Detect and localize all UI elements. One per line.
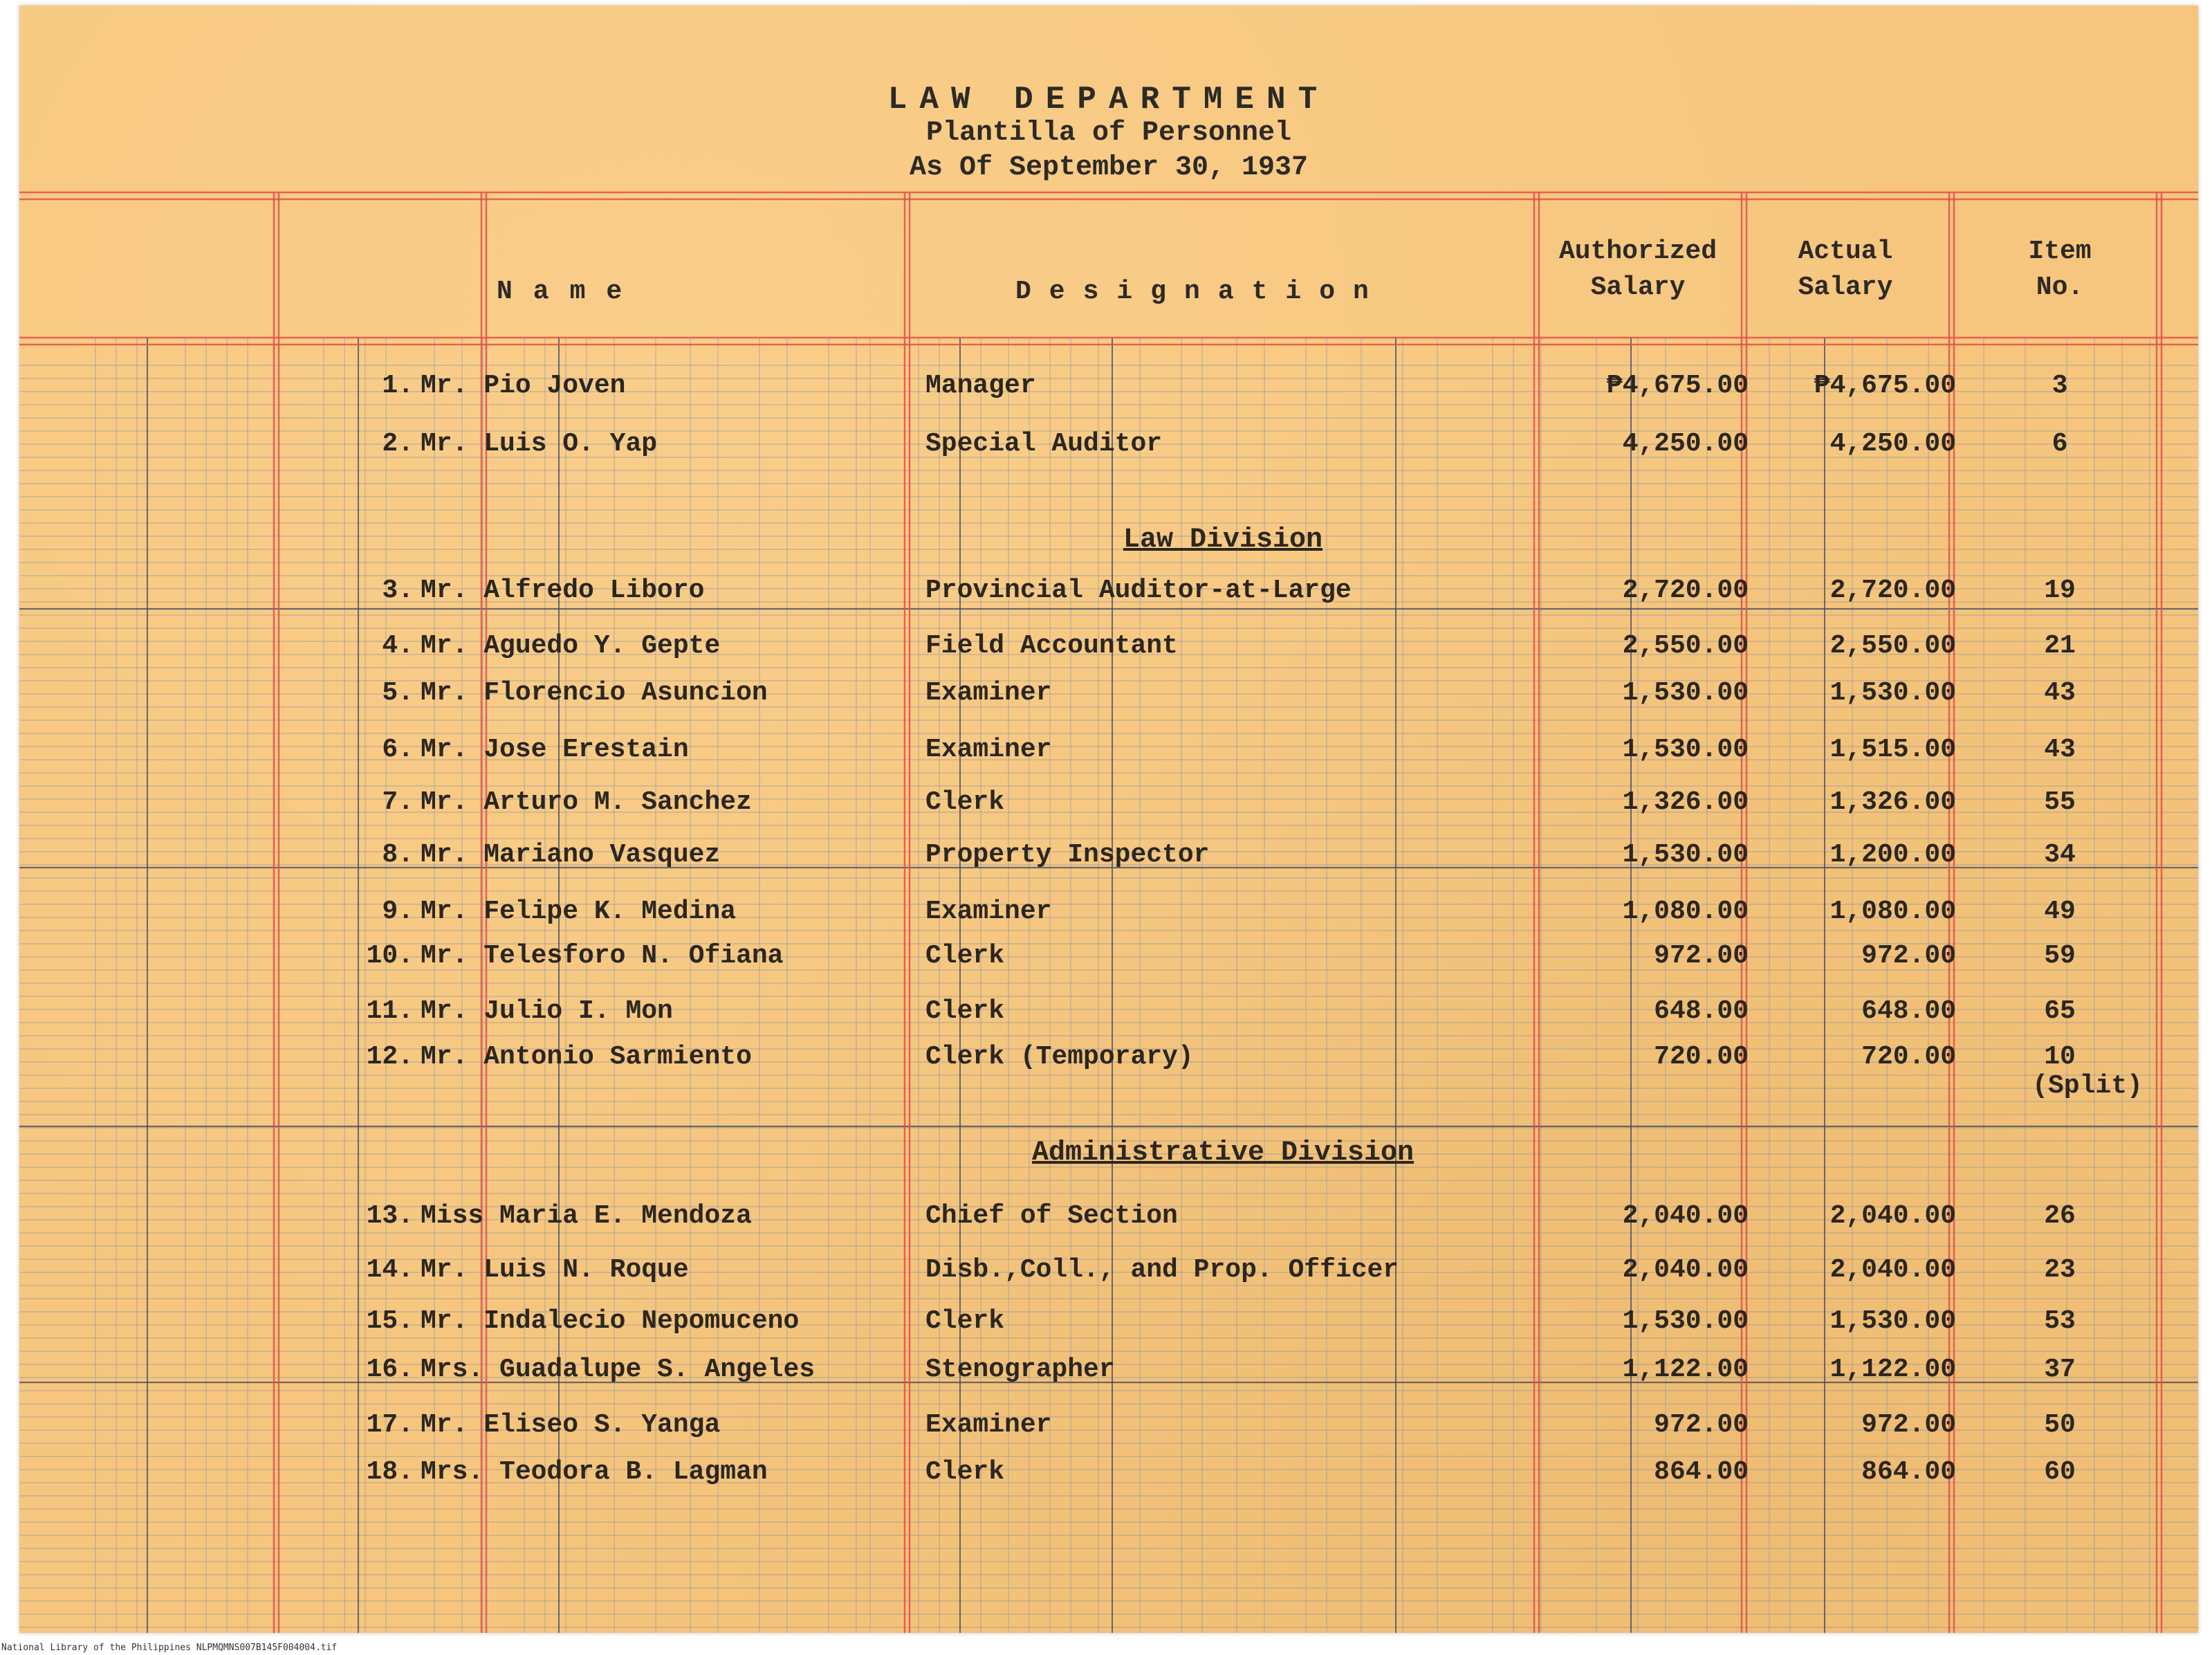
personnel-name: Mr. Telesforo N. Ofiana [421, 941, 784, 971]
item-number: 60 [2044, 1457, 2076, 1487]
split-note: (Split) [2032, 1071, 2143, 1101]
personnel-name: Mr. Pio Joven [421, 371, 626, 401]
row-number: 7. [382, 787, 414, 817]
table-row [19, 1304, 2198, 1339]
personnel-name: Mr. Julio I. Mon [421, 996, 673, 1026]
actual-salary: 864.00 [1861, 1457, 1956, 1487]
authorized-salary: 1,080.00 [1622, 897, 1749, 926]
row-number: 14. [366, 1255, 414, 1285]
authorized-salary: 2,040.00 [1622, 1255, 1749, 1285]
actual-salary: 1,200.00 [1829, 840, 1956, 870]
personnel-designation: Stenographer [925, 1355, 1115, 1384]
personnel-designation: Clerk [925, 1457, 1005, 1487]
item-number: 23 [2044, 1255, 2076, 1285]
row-number: 10. [366, 941, 414, 971]
authorized-salary: 2,720.00 [1622, 576, 1749, 605]
row-number: 6. [382, 735, 414, 765]
item-number: 21 [2044, 631, 2076, 661]
personnel-name: Mr. Eliseo S. Yanga [421, 1410, 721, 1440]
row-number: 13. [366, 1201, 414, 1231]
table-row [19, 675, 2198, 711]
row-number: 9. [382, 897, 414, 926]
item-number: 43 [2044, 735, 2076, 765]
personnel-designation: Special Auditor [925, 429, 1163, 459]
row-number: 2. [382, 429, 414, 459]
table-row [19, 1039, 2198, 1075]
archive-footer: National Library of the Philippines NLPMQMNS007B145F004004.tif [1, 1643, 338, 1653]
item-number: 19 [2044, 576, 2076, 605]
personnel-designation: Manager [925, 371, 1036, 401]
authorized-salary: 864.00 [1654, 1457, 1749, 1487]
table-row [19, 938, 2198, 974]
personnel-name: Mr. Aguedo Y. Gepte [421, 631, 721, 661]
table-row [19, 1198, 2198, 1234]
personnel-designation: Disb.,Coll., and Prop. Officer [925, 1255, 1399, 1285]
item-number: 55 [2044, 787, 2076, 817]
personnel-designation: Property Inspector [925, 840, 1210, 870]
table-row [19, 894, 2198, 930]
actual-salary: 1,326.00 [1829, 787, 1956, 817]
personnel-designation: Clerk [925, 1306, 1005, 1336]
department-title: LAW DEPARTMENT [887, 82, 1330, 118]
personnel-name: Miss Maria E. Mendoza [421, 1201, 752, 1231]
actual-salary: 1,515.00 [1829, 735, 1956, 765]
personnel-designation: Clerk [925, 996, 1005, 1026]
plantilla-sheet [19, 6, 2198, 1633]
item-number: 3 [2052, 371, 2068, 401]
item-number: 65 [2044, 996, 2076, 1026]
personnel-designation: Examiner [925, 1410, 1052, 1440]
authorized-salary: 972.00 [1654, 941, 1749, 971]
authorized-salary: 1,326.00 [1622, 787, 1749, 817]
personnel-name: Mr. Indalecio Nepomuceno [421, 1306, 800, 1336]
actual-salary: 1,080.00 [1829, 897, 1956, 926]
authorized-salary: 972.00 [1654, 1410, 1749, 1440]
authorized-salary: 1,122.00 [1622, 1355, 1749, 1384]
table-row [19, 1252, 2198, 1288]
row-number: 11. [366, 996, 414, 1026]
row-number: 15. [366, 1306, 414, 1336]
row-number: 8. [382, 840, 414, 870]
personnel-name: Mr. Arturo M. Sanchez [421, 787, 752, 817]
table-row [19, 732, 2198, 768]
column-header-item-line2: No. [2036, 273, 2084, 302]
actual-salary: 972.00 [1861, 1410, 1956, 1440]
item-number: 53 [2044, 1306, 2076, 1336]
row-number: 1. [382, 371, 414, 401]
actual-salary: 972.00 [1861, 941, 1956, 971]
personnel-designation: Clerk [925, 941, 1005, 971]
actual-salary: 2,720.00 [1829, 576, 1956, 605]
actual-salary: ₱4,675.00 [1814, 371, 1956, 401]
personnel-designation: Clerk [925, 787, 1005, 817]
authorized-salary: 720.00 [1654, 1042, 1749, 1072]
column-header-authorized-line1: Authorized [1558, 237, 1717, 266]
personnel-designation: Examiner [925, 678, 1052, 708]
personnel-name: Mr. Jose Erestain [421, 735, 689, 765]
item-number: 49 [2044, 897, 2076, 926]
authorized-salary: 1,530.00 [1622, 735, 1749, 765]
table-row [19, 1407, 2198, 1443]
column-header-actual-line2: Salary [1798, 273, 1893, 302]
table-row [19, 368, 2198, 404]
personnel-name: Mr. Luis N. Roque [421, 1255, 689, 1285]
actual-salary: 4,250.00 [1829, 429, 1956, 459]
table-row [19, 426, 2198, 462]
authorized-salary: 4,250.00 [1622, 429, 1749, 459]
item-number: 59 [2044, 941, 2076, 971]
authorized-salary: 1,530.00 [1622, 678, 1749, 708]
personnel-name: Mr. Mariano Vasquez [421, 840, 721, 870]
personnel-name: Mrs. Teodora B. Lagman [421, 1457, 768, 1487]
table-row [19, 628, 2198, 664]
personnel-designation: Clerk (Temporary) [925, 1042, 1194, 1072]
personnel-designation: Field Accountant [925, 631, 1178, 661]
authorized-salary: 1,530.00 [1622, 840, 1749, 870]
personnel-name: Mrs. Guadalupe S. Angeles [421, 1355, 815, 1384]
column-header-authorized-salary [1527, 234, 1749, 306]
table-row [19, 1352, 2198, 1388]
table-row [19, 785, 2198, 821]
personnel-name: Mr. Antonio Sarmiento [421, 1042, 752, 1072]
as-of-date: As Of September 30, 1937 [909, 152, 1309, 183]
actual-salary: 2,040.00 [1829, 1201, 1956, 1231]
table-row [19, 837, 2198, 873]
document-subtitle: Plantilla of Personnel [925, 118, 1292, 149]
table-row [19, 573, 2198, 609]
item-number: 26 [2044, 1201, 2076, 1231]
row-number: 4. [382, 631, 414, 661]
personnel-designation: Examiner [925, 735, 1052, 765]
column-header-item-no [1956, 234, 2164, 306]
row-number: 3. [382, 576, 414, 605]
authorized-salary: 648.00 [1654, 996, 1749, 1026]
column-header-designation: Designation [1015, 277, 1387, 307]
actual-salary: 1,530.00 [1829, 678, 1956, 708]
personnel-designation: Provincial Auditor-at-Large [925, 576, 1352, 605]
item-number: 34 [2044, 840, 2076, 870]
personnel-name: Mr. Luis O. Yap [421, 429, 658, 459]
actual-salary: 1,530.00 [1829, 1306, 1956, 1336]
section-administrative-division: Administrative Division [1031, 1137, 1414, 1169]
item-number: 50 [2044, 1410, 2076, 1440]
column-header-actual-line1: Actual [1798, 237, 1893, 266]
personnel-designation: Examiner [925, 897, 1052, 926]
actual-salary: 648.00 [1861, 996, 1956, 1026]
item-number: 10 [2044, 1042, 2076, 1072]
item-number: 43 [2044, 678, 2076, 708]
row-number: 5. [382, 678, 414, 708]
table-row [19, 994, 2198, 1030]
column-header-item-line1: Item [2028, 237, 2092, 266]
authorized-salary: 1,530.00 [1622, 1306, 1749, 1336]
actual-salary: 2,550.00 [1829, 631, 1956, 661]
row-number: 16. [366, 1355, 414, 1384]
item-number: 37 [2044, 1355, 2076, 1384]
personnel-designation: Chief of Section [925, 1201, 1178, 1231]
column-header-authorized-line2: Salary [1590, 273, 1686, 302]
column-header-name: Name [497, 277, 643, 307]
table-row [19, 1454, 2198, 1490]
personnel-name: Mr. Felipe K. Medina [421, 897, 737, 926]
actual-salary: 720.00 [1861, 1042, 1956, 1072]
row-number: 12. [366, 1042, 414, 1072]
column-header-actual-salary [1742, 234, 1949, 306]
actual-salary: 2,040.00 [1829, 1255, 1956, 1285]
item-number: 6 [2052, 429, 2068, 459]
section-law-division: Law Division [1123, 524, 1323, 556]
authorized-salary: 2,040.00 [1622, 1201, 1749, 1231]
row-number: 18. [366, 1457, 414, 1487]
actual-salary: 1,122.00 [1829, 1355, 1956, 1384]
row-number: 17. [366, 1410, 414, 1440]
authorized-salary: ₱4,675.00 [1606, 371, 1749, 401]
authorized-salary: 2,550.00 [1622, 631, 1749, 661]
personnel-name: Mr. Florencio Asuncion [421, 678, 768, 708]
personnel-name: Mr. Alfredo Liboro [421, 576, 705, 605]
